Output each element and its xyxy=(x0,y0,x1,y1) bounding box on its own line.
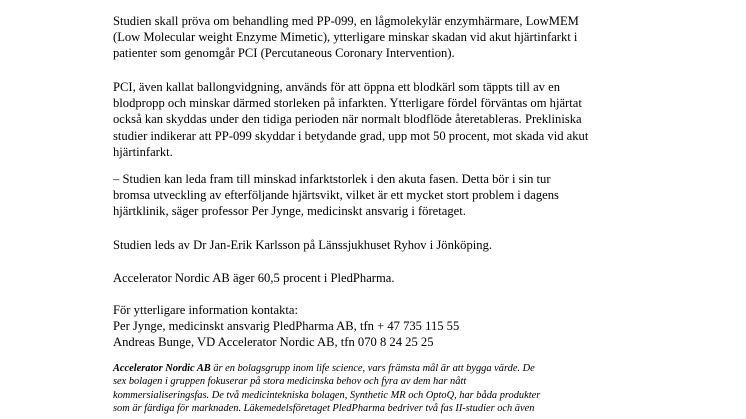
paragraph-study-lead: Studien leds av Dr Jan-Erik Karlsson på Länssjukhuset Ryhov i Jönköping. xyxy=(113,238,493,252)
paragraph-contact-info: För ytterligare information kontakta: Per Jynge, medicinskt ansvarig PledPharma AB, tfn + 47 735 115 55 Andreas Bunge, VD Accelerator Nordic AB, tfn 070 8 24 25 25 xyxy=(113,303,460,350)
footer-company-name: Accelerator Nordic AB xyxy=(113,363,211,374)
paragraph-quote: – Studien kan leda fram till minskad infarktstorlek i den akuta fasen. Detta bör i sin tur bromsa utveckling av efterföljande hjärtsvikt, vilket är ett mycket stort problem i dagens hjärtklinik, säger professor Per Jynge, medicinskt ansvarig i företaget. xyxy=(113,172,559,219)
paragraph-ownership: Accelerator Nordic AB äger 60,5 procent i PledPharma. xyxy=(113,271,395,285)
footer-company-description xyxy=(113,362,540,415)
footer-company-text: är en bolagsgrupp inom life science, vars främsta mål är att bygga värde. De sex bolagen i gruppen fokuserar på stora medicinska behov och fyra av dem har nått kommersialiseringsfas. De två medicintekniska bolagen, Synthetic MR och OptoQ, har båda produkter som är färdiga för marknaden. Läkemedelsföretaget PledPharma bedriver två fas II-studier och även xyxy=(113,363,541,414)
paragraph-pci-description: PCI, även kallat ballongvidgning, används för att öppna ett blodkärl som täppts till av en blodpropp och minskar därmed storleken på infarkten. Ytterligare fördel förväntas om hjärtat också kan skyddas under den tidiga perioden när normalt blodflöde återetableras. Prekliniska studier indikerar att PP-099 skyddar i betydande grad, upp mot 50 procent, mot skada vid akut hjärtinfarkt. xyxy=(113,80,589,159)
paragraph-study-purpose: Studien skall pröva om behandling med PP-099, en lågmolekylär enzymhärmare, LowMEM (Low Molecular weight Enzyme Mimetic), ytterligare minskar skadan vid akut hjärtinfarkt i patienter som genomgår PCI (Percutaneous Coronary Intervention). xyxy=(113,14,579,61)
